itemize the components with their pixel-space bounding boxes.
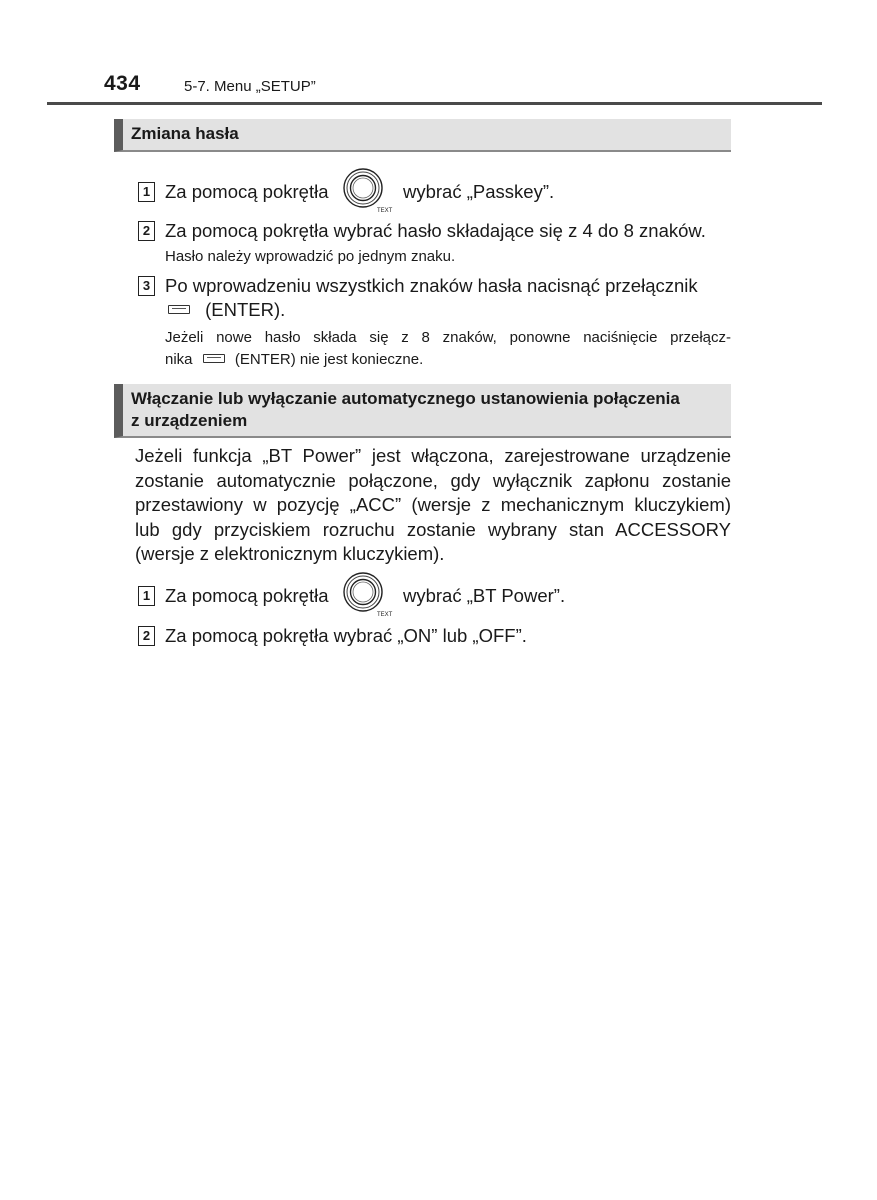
paragraph-line: lub gdy przyciskiem rozruchu zostanie wybrany stan ACCESSORY [135,518,731,540]
section-heading-line1: Włączanie lub wyłączanie automatycznego ustanowienia połączenia [131,389,680,408]
step-text-after: wybrać „BT Power”. [403,585,566,606]
step-number: 2 [138,221,155,241]
section-heading-text: Zmiana hasła [131,124,239,143]
knob-label: TEXT [377,612,393,616]
step-number: 1 [138,586,155,606]
bt-power-description [135,444,731,567]
step-number: 1 [138,182,155,202]
section-heading-bt-power [114,384,731,438]
step-text-before: Za pomocą pokrętła [165,181,329,202]
rotary-knob-icon [341,570,393,616]
rotary-knob-icon [341,166,393,212]
header-rule [47,102,822,105]
step-number: 3 [138,276,155,296]
step-text-line1: Po wprowadzeniu wszystkich znaków hasła nacisnąć przełącznik [165,275,698,296]
paragraph-line: Jeżeli funkcja „BT Power” jest włączona, zarejestrowane urządzenie [135,445,731,466]
step-text-before: Za pomocą pokrętła [165,585,329,606]
note-line-2-after: (ENTER) nie jest konieczne. [234,351,424,368]
paragraph-line: (wersje z elektronicznym kluczykiem). [135,543,445,564]
paragraph-line: zostanie automatycznie połączone, gdy wyłącznik zapłonu zostanie [135,469,731,491]
step-text-line2-wrap [168,298,285,322]
page-number: 434 [104,72,141,95]
section-heading-line2: z urządzeniem [131,411,248,430]
note-line-2-before: nika [165,351,193,368]
section-reference: 5-7. Menu „SETUP” [184,78,316,95]
step-text: Za pomocą pokrętła wybrać „ON” lub „OFF”. [165,625,527,646]
paragraph-line: przestawiony w pozycję „ACC” (wersje z mechanicznym kluczykiem) [135,494,731,515]
enter-button-icon [168,305,190,314]
section-heading-change-password [114,119,731,152]
knob-label: TEXT [377,208,393,212]
enter-button-icon [203,354,225,363]
step-text-line2: (ENTER). [205,299,286,320]
step-2-note: Hasło należy wprowadzić po jednym znaku. [165,248,456,265]
step-3-note [165,327,731,371]
note-line-2 [165,349,731,371]
step-text: Za pomocą pokrętła wybrać hasło składające się z 4 do 8 znaków. [165,220,706,241]
step-text-after: wybrać „Passkey”. [403,181,555,202]
note-line-1: Jeżeli nowe hasło składa się z 8 znaków, ponowne naciśnięcie przełącz- [165,329,731,346]
step-number: 2 [138,626,155,646]
